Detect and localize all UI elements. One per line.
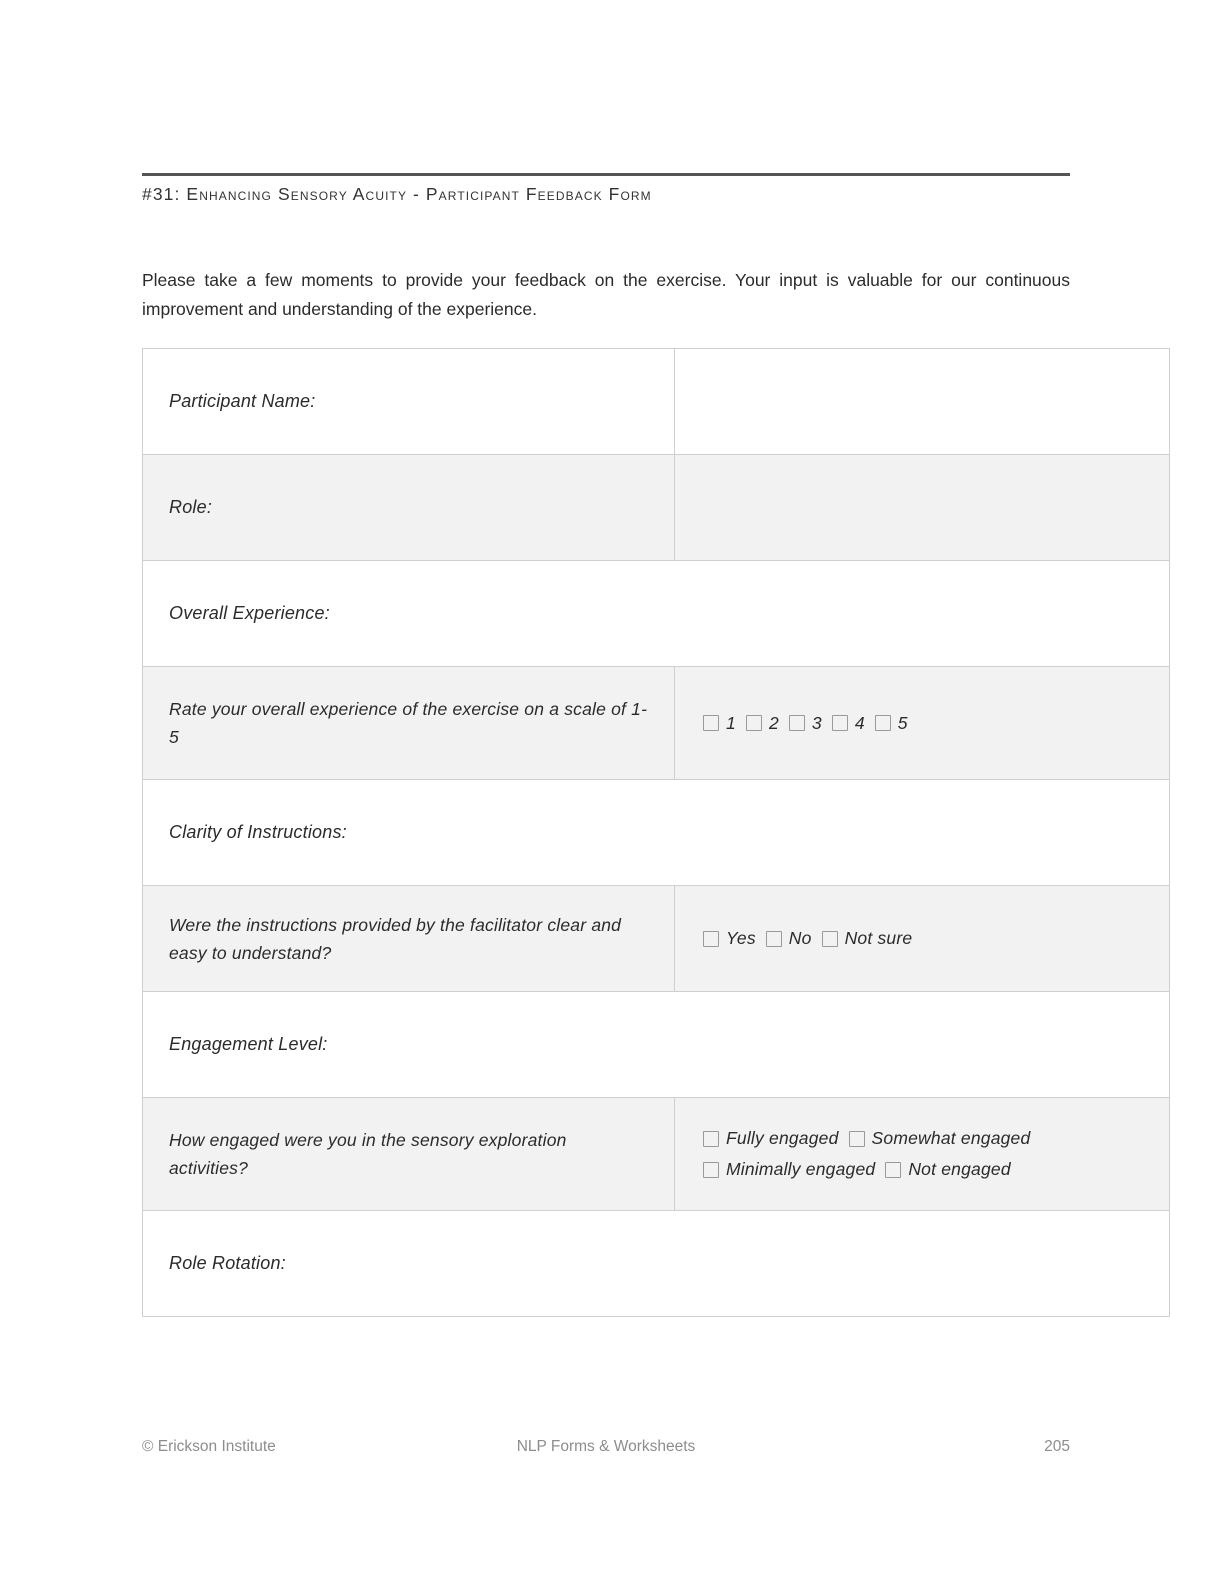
footer-copyright: © Erickson Institute <box>142 1438 276 1455</box>
checkbox-option[interactable] <box>789 713 822 734</box>
question-label: How engaged were you in the sensory exploration activities? <box>169 1130 567 1178</box>
question-label-cell <box>143 1098 675 1211</box>
footer-title: NLP Forms & Worksheets <box>516 1438 696 1455</box>
checkbox-option-label: Not sure <box>844 928 913 948</box>
question-label: Were the instructions provided by the facilitator clear and easy to understand? <box>169 914 622 963</box>
checkbox-icon[interactable] <box>703 1162 719 1178</box>
section-label: Role Rotation: <box>169 1253 286 1273</box>
table-row <box>143 455 1170 561</box>
checkbox-icon[interactable] <box>822 931 838 947</box>
table-row <box>143 992 1170 1098</box>
checkbox-icon[interactable] <box>832 715 848 731</box>
question-label-cell <box>143 886 675 992</box>
page-title: #31: Enhancing Sensory Acuity - Participant Feedback Form <box>142 184 652 204</box>
checkbox-option-label: 5 <box>897 712 908 733</box>
checkbox-option-label: Fully engaged <box>726 1128 839 1148</box>
checkbox-option[interactable] <box>766 928 812 949</box>
checkbox-option-label: 3 <box>811 712 822 733</box>
checkbox-option-label: No <box>788 928 812 948</box>
field-label: Participant Name: <box>169 391 316 411</box>
checkbox-option[interactable] <box>875 713 908 734</box>
answer-options-cell <box>675 667 1170 780</box>
section-header-cell <box>143 992 1170 1098</box>
question-label-cell <box>143 667 675 780</box>
checkbox-option[interactable] <box>849 1128 1031 1149</box>
field-input-cell[interactable] <box>675 455 1170 561</box>
field-label: Role: <box>169 497 213 517</box>
checkbox-icon[interactable] <box>703 715 719 731</box>
section-label: Overall Experience: <box>169 603 330 623</box>
section-header-cell <box>143 780 1170 886</box>
checkbox-option[interactable] <box>703 1128 839 1149</box>
section-label: Clarity of Instructions: <box>169 822 347 842</box>
option-group <box>703 928 1151 949</box>
checkbox-option[interactable] <box>885 1159 1010 1180</box>
table-row <box>143 667 1170 780</box>
table-row <box>143 1098 1170 1211</box>
checkbox-icon[interactable] <box>789 715 805 731</box>
page-footer <box>142 1438 1070 1460</box>
option-group <box>703 1128 1103 1180</box>
answer-options-cell <box>675 886 1170 992</box>
table-row <box>143 1211 1170 1317</box>
intro-paragraph: Please take a few moments to provide your feedback on the exercise. Your input is valuable for our continuous improvement and understanding of the experience. <box>142 270 1070 319</box>
checkbox-option[interactable] <box>703 928 756 949</box>
section-header-cell <box>143 561 1170 667</box>
section-label: Engagement Level: <box>169 1034 328 1054</box>
checkbox-option[interactable] <box>703 713 736 734</box>
option-group <box>703 713 1103 734</box>
footer-page-number: 205 <box>1044 1438 1070 1455</box>
checkbox-option-label: Yes <box>726 928 756 948</box>
checkbox-option[interactable] <box>822 928 913 949</box>
checkbox-icon[interactable] <box>746 715 762 731</box>
field-label-cell <box>143 349 675 455</box>
answer-options-cell <box>675 1098 1170 1211</box>
checkbox-option-label: 4 <box>854 712 865 733</box>
checkbox-icon[interactable] <box>849 1131 865 1147</box>
document-page <box>142 0 1070 1584</box>
table-row <box>143 780 1170 886</box>
checkbox-icon[interactable] <box>885 1162 901 1178</box>
checkbox-option-label: 2 <box>768 712 779 733</box>
feedback-form-table <box>142 348 1170 1317</box>
checkbox-option-label: Not engaged <box>908 1159 1011 1179</box>
table-row <box>143 561 1170 667</box>
checkbox-option-label: 1 <box>726 712 736 733</box>
section-header-cell <box>143 1211 1170 1317</box>
checkbox-option[interactable] <box>832 713 865 734</box>
checkbox-icon[interactable] <box>766 931 782 947</box>
checkbox-option-label: Minimally engaged <box>726 1159 876 1179</box>
header-rule <box>142 173 1070 176</box>
table-row <box>143 349 1170 455</box>
checkbox-option[interactable] <box>703 1159 875 1180</box>
question-label: Rate your overall experience of the exercise on a scale of 1-5 <box>169 699 648 747</box>
checkbox-icon[interactable] <box>703 1131 719 1147</box>
field-input-cell[interactable] <box>675 349 1170 455</box>
checkbox-icon[interactable] <box>875 715 891 731</box>
checkbox-option[interactable] <box>746 713 779 734</box>
field-label-cell <box>143 455 675 561</box>
form-table-body <box>143 349 1170 1317</box>
table-row <box>143 886 1170 992</box>
checkbox-option-label: Somewhat engaged <box>871 1128 1031 1148</box>
checkbox-icon[interactable] <box>703 931 719 947</box>
